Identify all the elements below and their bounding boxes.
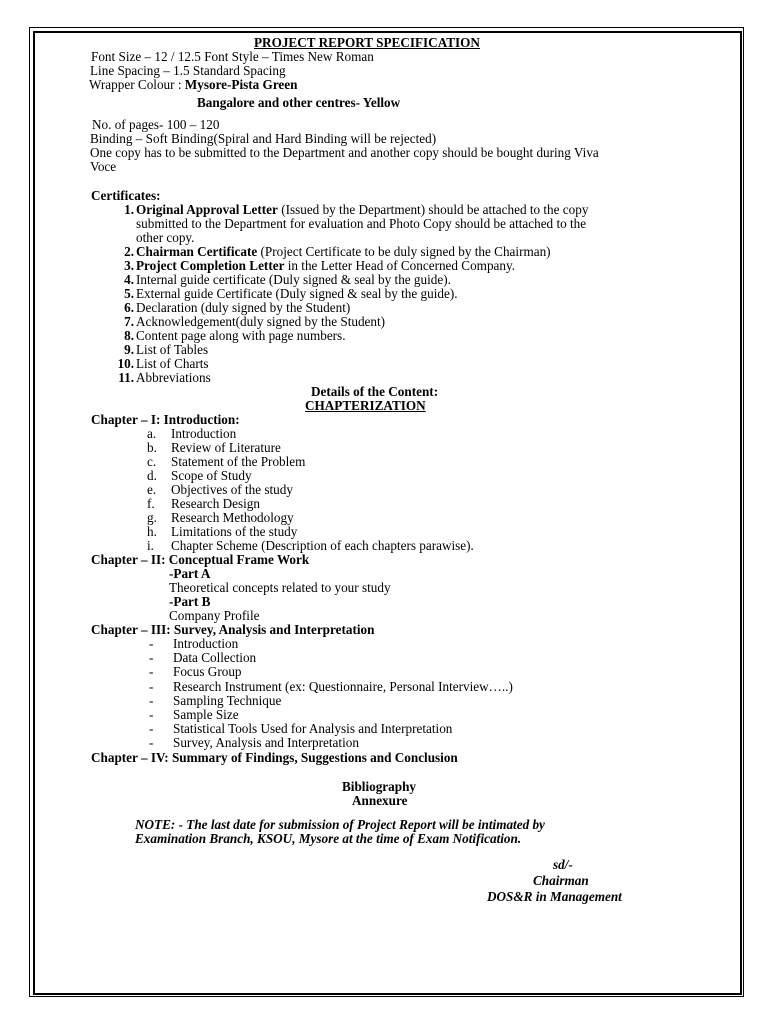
page-border-inner (33, 31, 742, 995)
certificate-description: submitted to the Department for evaluation and Photo Copy should be attached to the (136, 216, 587, 231)
bibliography-heading: Bibliography (342, 779, 417, 794)
item-marker: a. (147, 426, 157, 441)
chapter-1-item (147, 539, 474, 553)
certificate-description: Abbreviations (136, 370, 211, 385)
item-marker: g. (147, 510, 157, 525)
part-b-label: -Part B (169, 594, 211, 609)
item-text: Introduction (173, 636, 239, 651)
chapter-1-item (147, 497, 260, 511)
signature-sd: sd/- (553, 857, 573, 872)
certificate-name: Original Approval Letter (136, 202, 278, 217)
chapter-1-item (147, 469, 252, 483)
chapter-3-item (149, 665, 242, 679)
certificate-item (112, 217, 586, 231)
certificate-number: 6. (124, 300, 134, 315)
item-text: Statement of the Problem (171, 454, 306, 469)
certificate-number: 8. (124, 328, 134, 343)
certificate-item (112, 287, 458, 301)
binding-spec: Binding – Soft Binding(Spiral and Hard Binding will be rejected) (90, 131, 437, 146)
chapter-1-item (147, 525, 297, 539)
centres-spec: Bangalore and other centres- Yellow (197, 95, 401, 110)
certificate-item (112, 273, 451, 287)
font-spec: Font Size – 12 / 12.5 Font Style – Times New Roman (91, 49, 374, 64)
wrapper-spec (89, 78, 297, 92)
certificate-number: 3. (124, 258, 134, 273)
chapter-3-item (149, 722, 452, 736)
dash-bullet: - (149, 721, 154, 737)
chapter-3-item (149, 694, 281, 708)
dash-bullet: - (149, 735, 154, 751)
certificate-item (112, 329, 346, 343)
annexure-heading: Annexure (352, 793, 408, 808)
chapter-3-item (149, 736, 359, 750)
spacing-spec: Line Spacing – 1.5 Standard Spacing (90, 63, 286, 78)
item-text: Sampling Technique (173, 692, 282, 708)
chapter-3-item (149, 651, 256, 665)
item-marker: i. (147, 538, 154, 553)
details-heading: Details of the Content: (311, 384, 439, 399)
certificate-item (112, 357, 209, 371)
certificate-description: External guide Certificate (Duly signed & seal by the guide). (136, 286, 458, 301)
item-marker: e. (147, 482, 157, 497)
item-text: Chapter Scheme (Description of each chapters parawise). (171, 538, 474, 553)
certificate-number: 9. (124, 342, 134, 357)
dash-bullet: - (149, 692, 154, 708)
certificate-description: Declaration (duly signed by the Student) (136, 300, 351, 315)
chapter-1-title: Chapter – I: Introduction: (91, 412, 240, 427)
chapter-1-item (147, 441, 281, 455)
item-text: Research Design (171, 496, 260, 511)
dash-bullet: - (149, 664, 154, 680)
certificate-description: (Issued by the Department) should be attached to the copy (277, 202, 589, 217)
certificate-number: 2. (124, 244, 134, 259)
certificate-number: 5. (124, 286, 134, 301)
part-a-text: Theoretical concepts related to your study (169, 580, 391, 595)
item-text: Research Methodology (171, 510, 294, 525)
chapter-2-title: Chapter – II: Conceptual Frame Work (91, 552, 310, 567)
dash-bullet: - (149, 707, 154, 722)
item-text: Survey, Analysis and Interpretation (173, 735, 359, 751)
item-marker: h. (147, 524, 157, 539)
chapter-1-item (147, 455, 305, 469)
chapterization-heading: CHAPTERIZATION (305, 398, 426, 413)
copy-spec-line-2: Voce (90, 159, 117, 174)
pages-spec: No. of pages- 100 – 120 (92, 117, 220, 132)
signature-title: Chairman (533, 873, 589, 888)
item-text: Objectives of the study (171, 482, 293, 497)
dash-bullet: - (149, 650, 154, 666)
dash-bullet: - (149, 678, 154, 694)
item-text: Sample Size (173, 707, 239, 722)
item-text: Review of Literature (171, 440, 281, 455)
certificate-item (112, 301, 350, 315)
chapter-1-item (147, 483, 293, 497)
certificate-number: 7. (124, 314, 134, 329)
dash-bullet: - (149, 636, 154, 651)
item-text: Data Collection (173, 650, 257, 666)
certificate-description: List of Charts (136, 356, 209, 371)
certificate-description: List of Tables (136, 342, 209, 357)
certificate-description: Internal guide certificate (Duly signed & seal by the guide). (136, 272, 451, 287)
note-line-1: NOTE: - The last date for submission of Project Report will be intimated by (135, 817, 545, 832)
certificate-item (112, 231, 194, 245)
chapter-3-title: Chapter – III: Survey, Analysis and Interpretation (91, 622, 375, 637)
certificate-description: other copy. (136, 230, 195, 245)
certificate-item (112, 371, 211, 385)
certificate-item (112, 245, 551, 259)
certificate-description: Acknowledgement(duly signed by the Student) (136, 314, 386, 329)
chapter-1-item (147, 427, 236, 441)
item-text: Limitations of the study (171, 524, 298, 539)
part-a-label: -Part A (169, 566, 211, 581)
item-text: Scope of Study (171, 468, 252, 483)
chapter-3-item (149, 708, 239, 722)
chapter-1-item (147, 511, 294, 525)
wrapper-value: Mysore-Pista Green (184, 77, 298, 92)
certificate-number: 11. (118, 370, 134, 385)
certificate-item (112, 343, 208, 357)
certificate-number: 1. (124, 202, 134, 217)
chapter-3-item (149, 637, 238, 651)
certificate-description: in the Letter Head of Concerned Company. (284, 258, 516, 273)
certificate-number: 4. (124, 272, 134, 287)
certificate-description: (Project Certificate to be duly signed by the Chairman) (257, 244, 551, 259)
certificate-name: Project Completion Letter (136, 258, 285, 273)
item-text: Focus Group (173, 664, 242, 680)
item-marker: d. (147, 468, 157, 483)
item-marker: b. (147, 440, 157, 455)
certificate-item (112, 315, 385, 329)
certificate-name: Chairman Certificate (136, 244, 258, 259)
item-marker: f. (147, 496, 155, 511)
note-line-2: Examination Branch, KSOU, Mysore at the time of Exam Notification. (135, 831, 522, 846)
item-text: Research Instrument (ex: Questionnaire, Personal Interview…..) (173, 678, 513, 694)
chapter-3-item (149, 680, 513, 694)
item-text: Statistical Tools Used for Analysis and Interpretation (173, 721, 453, 737)
certificates-heading: Certificates: (91, 188, 161, 203)
certificate-item (112, 259, 515, 273)
chapter-4-title: Chapter – IV: Summary of Findings, Suggestions and Conclusion (91, 750, 458, 765)
page-title: PROJECT REPORT SPECIFICATION (254, 35, 480, 50)
part-b-text: Company Profile (169, 608, 260, 623)
certificate-description: Content page along with page numbers. (136, 328, 346, 343)
certificate-number: 10. (117, 356, 134, 371)
copy-spec-line-1: One copy has to be submitted to the Department and another copy should be bought during Viva (90, 145, 599, 160)
signature-dept: DOS&R in Management (487, 889, 622, 904)
wrapper-label: Wrapper Colour : (89, 77, 185, 92)
item-text: Introduction (171, 426, 237, 441)
item-marker: c. (147, 454, 157, 469)
certificate-item (112, 203, 588, 217)
